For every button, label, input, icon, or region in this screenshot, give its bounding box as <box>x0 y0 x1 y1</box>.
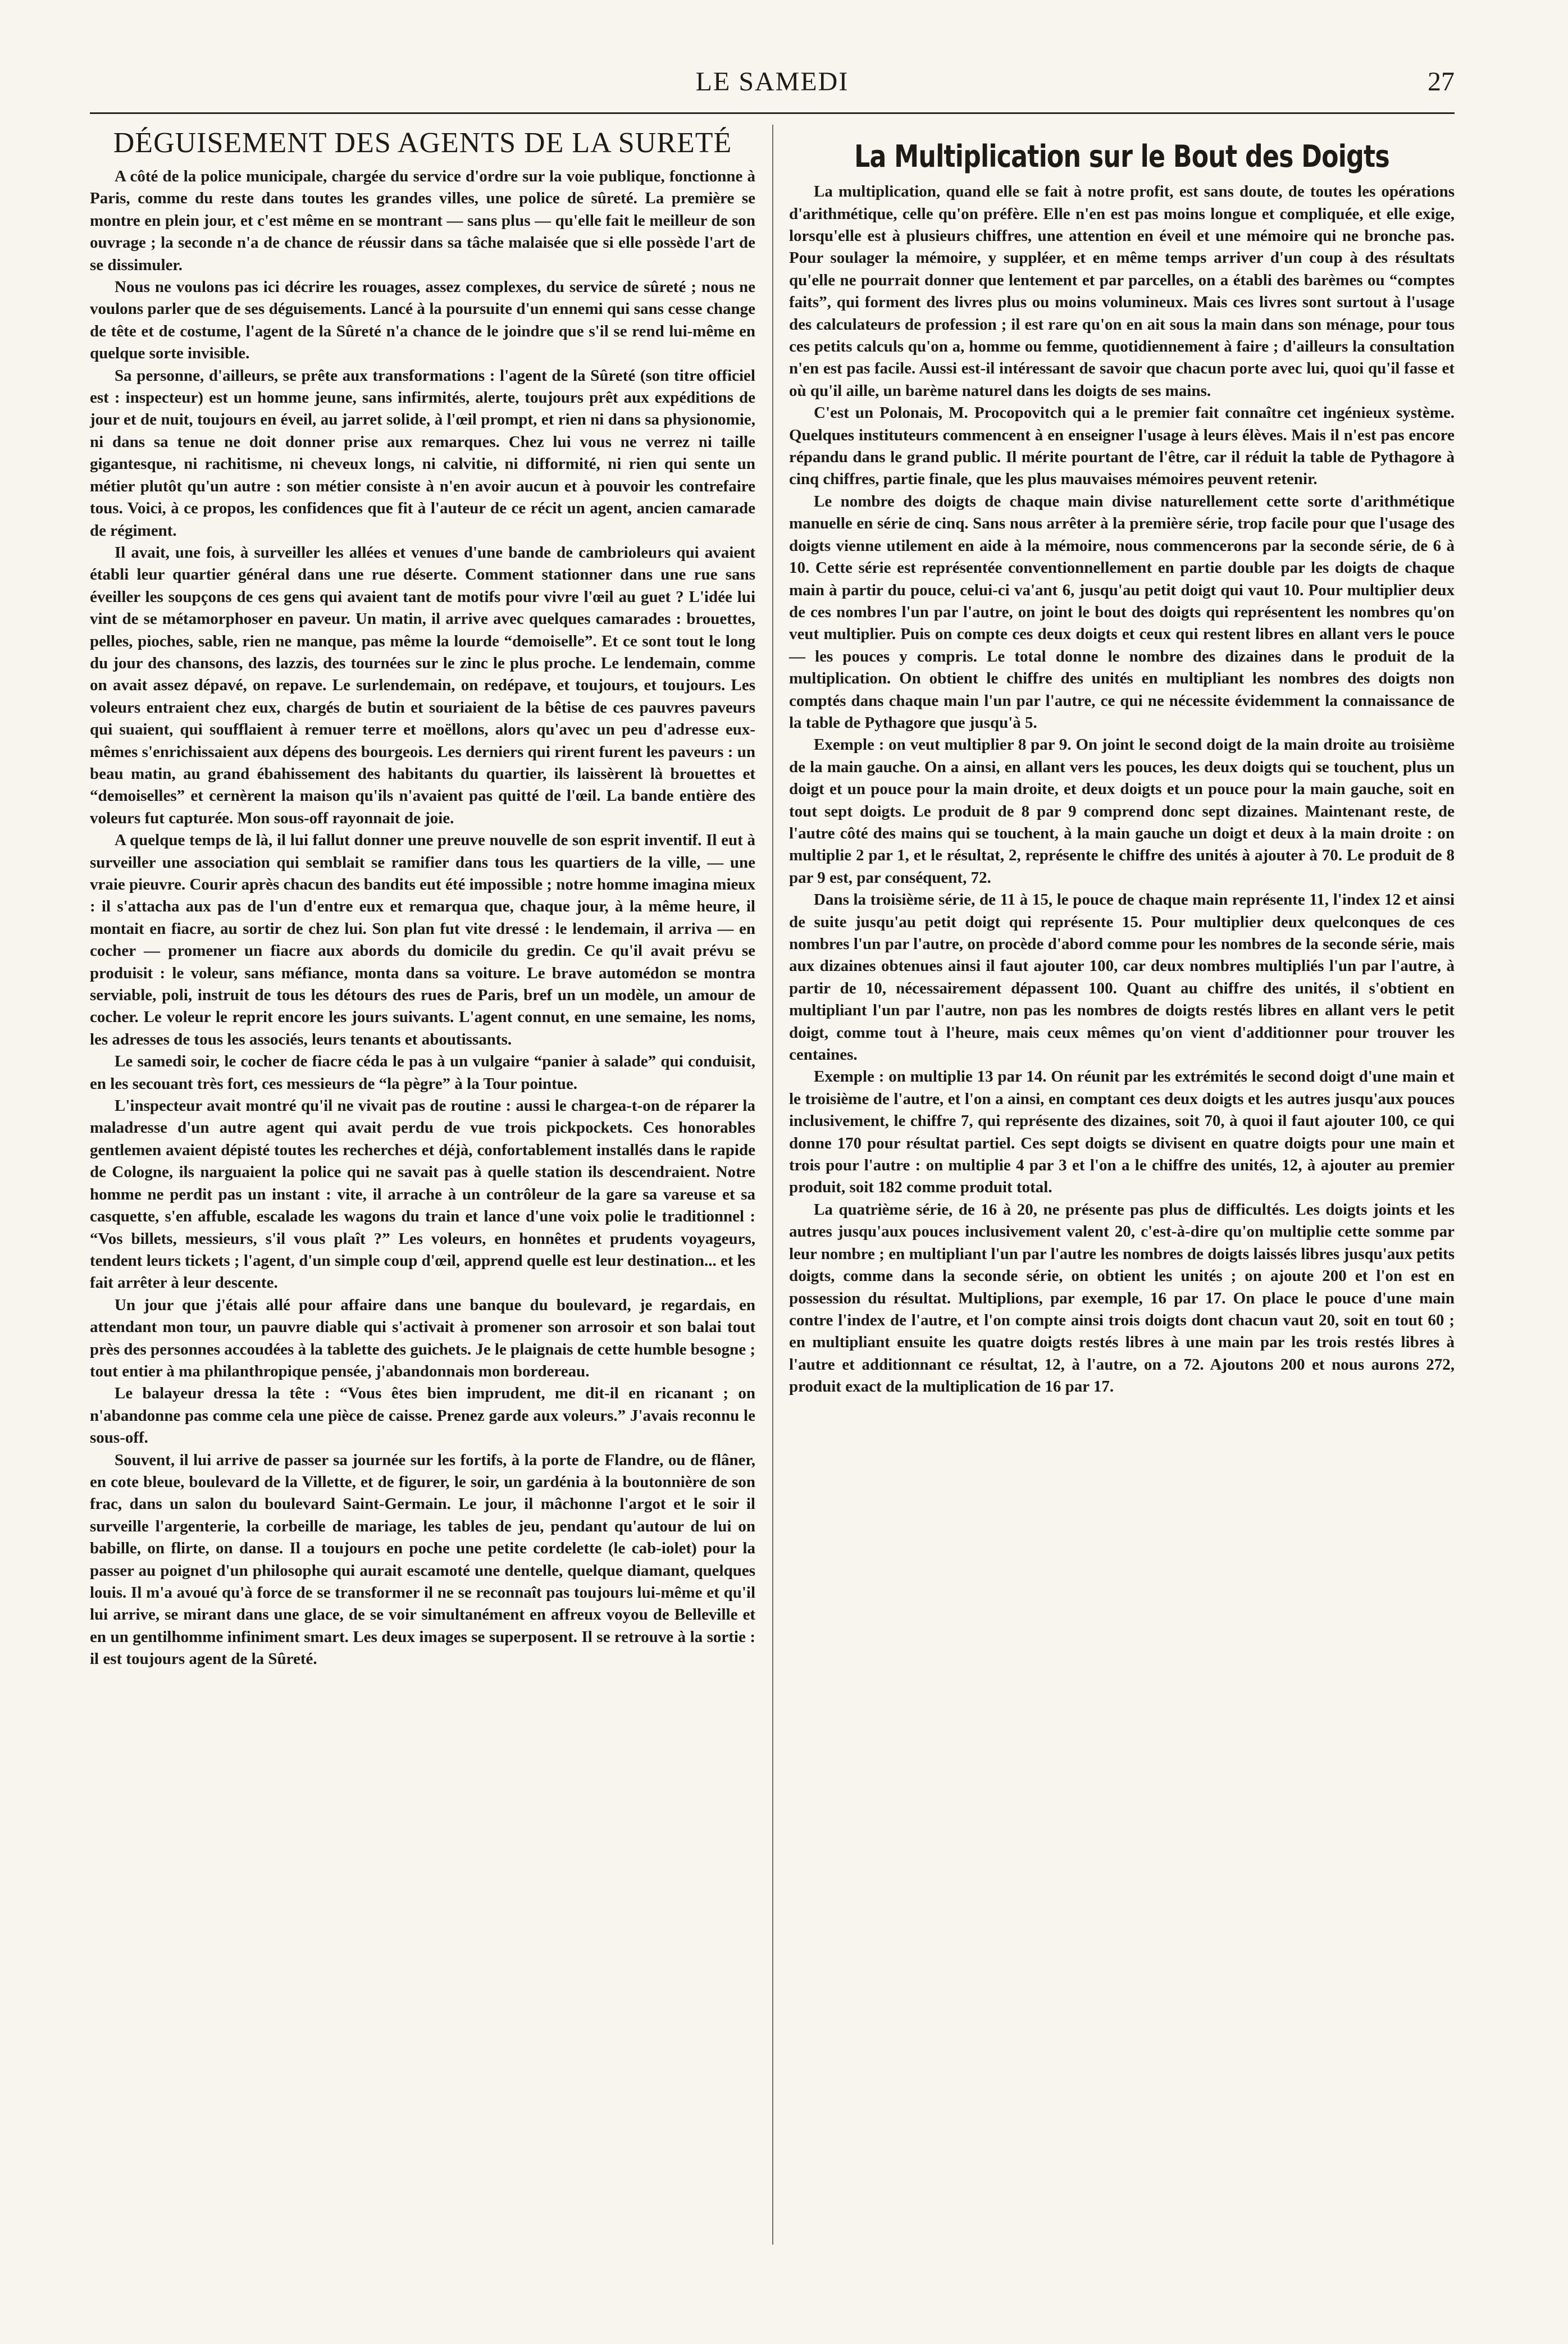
page-number: 27 <box>1428 67 1455 97</box>
article-title-deguisement: DÉGUISEMENT DES AGENTS DE LA SURETÉ <box>113 127 732 159</box>
article-paragraph: Le samedi soir, le cocher de fiacre céda le pas à un vulgaire “panier à salade” qui conduisit, en les secouant très fort, ces messieurs de “la pègre” à la Tour pointue. <box>90 1052 755 1093</box>
article-paragraph: La quatrième série, de 16 à 20, ne présente pas plus de difficultés. Les doigts joints et les autres jusqu'aux pouces inclusivement valent 20, c'est-à-dire qu'on multiplie cette somme par leur nombre ; en multipliant l'un par l'autre les nombres de doigts laissés libres jusqu'aux petits doigts, comme dans la seconde série, on obtient les unités ; on ajoute 200 et l'on est en possession du résultat. Multiplions, par exemple, 16 par 17. On place le pouce d'une main contre l'index de l'autre, et l'on compte ainsi trois doigts dont chacun vaut 20, soit en tout 60 ; en multipliant ensuite les quatre doigts restés libres à une main par les trois restés libres à l'autre et additionnant ce résultat, 12, à l'autre, on a 72. Ajoutons 200 et nous aurons 272, produit exact de la multiplication de 16 par 17. <box>789 1200 1455 1396</box>
article-paragraph: L'inspecteur avait montré qu'il ne vivait pas de routine : aussi le chargea-t-on de réparer la maladresse d'un autre agent qui avait perdu de vue trois pickpockets. Ces honorables gentlemen avaient dépisté toutes les recherches et déjà, confortablement installés dans le rapide de Cologne, ils narguaient la police qui ne savait pas à quelle station ils descendraient. Notre homme ne perdit pas un instant : vite, il arrache à un contrôleur de la gare sa vareuse et sa casquette, s'en affuble, escalade les wagons du train et lance d'une voix polie le traditionnel : “Vos billets, messieurs, s'il vous plaît ?” Les voleurs, en honnêtes et prudents voyageurs, tendent leurs tickets ; l'agent, d'un simple coup d'œil, apprend quelle est leur destination... et les fait arrêter à leur descente. <box>90 1097 755 1292</box>
page-header <box>90 62 1455 114</box>
article-paragraph: La multiplication, quand elle se fait à notre profit, est sans doute, de toutes les opérations d'arithmétique, celle qu'on préfère. Elle n'en est pas moins longue et compliquée, et elle exige, lorsqu'elle est à plusieurs chiffres, une attention en éveil et une mémoire qui ne bronche pas. Pour soulager la mémoire, y suppléer, et en même temps arriver d'un coup à des résultats qu'elle ne pourrait donner que lentement et par parcelles, on a établi des barèmes ou “comptes faits”, qui forment des livres plus ou moins volumineux. Mais ces livres sont surtout à l'usage des calculateurs de profession ; il est rare qu'on en ait sous la main dans son ménage, pour tous ces petits calculs qu'on a, homme ou femme, quotidiennement à faire ; d'ailleurs la consultation n'en est pas facile. Aussi est-il intéressant de savoir que chacun porte avec lui, quoi qu'il fasse et où qu'il aille, un barème naturel dans les doigts de ses mains. <box>789 183 1455 400</box>
article-paragraph-continued: Souvent, il lui arrive de passer sa journée sur les fortifs, à la porte de Flandre, ou de flâner, en cote bleue, boulevard de la Villette, et de figurer, le soir, un gardénia à la boutonnière de son frac, dans un salon du boulevard Saint-Germain. Le jour, il mâchonne l'argot et le soir il surveille l'argenterie, la corbeille de mariage, les tables de jeu, pendant qu'autour de lui on babille, on flirte, on danse. Il a toujours en poche une petite cordelette (le cab-iolet) pour la passer au poignet d'un philosophe qui aurait escamoté une dentelle, quelque diamant, quelques louis. Il m'a avoué qu'à force de se transformer il ne se reconnaît pas toujours lui-même et qu'il lui arrive, se mirant dans une glace, de se voir simultanément en affreux voyou de Belleville et en un gentilhomme infiniment smart. Les deux images se superposent. Il se retrouve à la sortie : il est toujours agent de la Sûreté. <box>90 1451 755 1668</box>
article-paragraph: A côté de la police municipale, chargée du service d'ordre sur la voie publique, fonctionne à Paris, comme du reste dans toutes les grandes villes, une police de sûreté. La première se montre en plein jour, et c'est même en se montrant — sans plus — qu'elle fait le meilleur de son ouvrage ; la seconde n'a de chance de réussir dans sa tâche malaisée que si elle possède l'art de se dissimuler. <box>90 167 755 274</box>
article-paragraph: Dans la troisième série, de 11 à 15, le pouce de chaque main représente 11, l'index 12 et ainsi de suite jusqu'au petit doigt qui représente 15. Pour multiplier deux quelconques de ces nombres l'un par l'autre, on procède d'abord comme pour les nombres de la seconde série, mais aux dizaines obtenues ainsi il faut ajouter 100, car deux nombres multipliés l'un par l'autre, à partir de 10, nécessairement dépassent 100. Quant au chiffre des unités, il s'obtient en multipliant l'un par l'autre, non pas les nombres de doigts restés libres en allant vers le petit doigt, comme tout à l'heure, mais ceux mêmes qu'on vient d'additionner pour trouver les centaines. <box>789 891 1455 1064</box>
article-paragraph: Exemple : on veut multiplier 8 par 9. On joint le second doigt de la main droite au troisième de la main gauche. On a ainsi, en allant vers les pouces, les deux doigts qui se touchent, plus un doigt et un pouce pour la main droite, et deux doigts et un pouce pour la main gauche, soit en tout sept doigts. Le produit de 8 par 9 comprend donc sept dizaines. Maintenant reste, de l'autre côté des mains qui se touchent, à la main gauche un doigt et deux à la main droite : on multiplie 2 par 1, et le résultat, 2, représente le chiffre des unités à ajouter à 70. Le produit de 8 par 9 est, par conséquent, 72. <box>789 736 1455 887</box>
article-paragraph: Il avait, une fois, à surveiller les allées et venues d'une bande de cambrioleurs qui avaient établi leur quartier général dans une rue déserte. Comment stationner dans une rue sans éveiller les soupçons de ces gens qui avaient tant de motifs pour vivre l'œil au guet ? L'idée lui vint de se métamorphoser en paveur. Un matin, il arrive avec quelques camarades : brouettes, pelles, pioches, sable, rien ne manque, pas même la lourde “demoiselle”. Et ce sont tout le long du jour des chansons, des lazzis, des tournées sur le zinc le plus proche. Le lendemain, comme on avait assez dépavé, on repave. Le surlendemain, on redépave, et toujours, et toujours. Les voleurs entraient chez eux, chargés de butin et souriaient de la bêtise de ces pauvres paveurs qui suaient, qui soufflaient à remuer terre et moëllons, alors qu'avec un peu d'adresse eux-mêmes s'enrichissaient aux dépens des bourgeois. Les derniers qui rirent furent les paveurs : un beau matin, au grand ébahissement des habitants du quartier, ils laissèrent là brouettes et “demoiselles” et cernèrent la maison qu'ils n'avaient pas quitté de l'œil. La bande entière des voleurs fut capturée. Mon sous-off rayonnait de joie. <box>90 543 755 827</box>
article-paragraph: A quelque temps de là, il lui fallut donner une preuve nouvelle de son esprit inventif. Il eut à surveiller une association qui semblait se ramifier dans tous les quartiers de la ville, — une vraie pieuvre. Courir après chacun des bandits eut été impossible ; notre homme imagina mieux : il s'attacha aux pas de l'un d'entre eux et remarqua que, chaque jour, à la même heure, il montait en fiacre, au sortir de chez lui. Son plan fut vite dressé : le lendemain, il arriva — en cocher — promener un fiacre aux abords du domicile du gredin. Ce qu'il avait prévu se produisit : le voleur, sans méfiance, monta dans sa voiture. Le brave automédon se montra serviable, poli, instruit de tous les détours des rues de Paris, bref un un modèle, un amour de cocher. Le voleur le reprit encore les jours suivants. L'agent connut, en une semaine, les noms, les adresses de tous les associés, leurs tenants et aboutissants. <box>90 831 755 1048</box>
column-right <box>789 125 1455 1398</box>
article-paragraph: Sa personne, d'ailleurs, se prête aux transformations : l'agent de la Sûreté (son titre officiel est : inspecteur) est un homme jeune, sans infirmités, alerte, toujours prêt aux expéditions de jour et de nuit, toujours en éveil, au jarret solide, à l'œil prompt, et rien ni dans sa physionomie, ni dans sa tenue ne doit donner prise aux remarques. Chez lui vous ne verrez ni taille gigantesque, ni rachitisme, ni cheveux longs, ni calvitie, ni difformité, ni rien qui sente un métier plutôt qu'un autre : son métier consiste à n'en avoir aucun et à pouvoir les contrefaire tous. Voici, à ce propos, les confidences que fit à l'auteur de ce récit un agent, ancien camarade de régiment. <box>90 366 755 540</box>
running-head: LE SAMEDI <box>695 67 849 97</box>
article-paragraph: C'est un Polonais, M. Procopovitch qui a le premier fait connaître cet ingénieux système. Quelques instituteurs commencent à en enseigner l'usage à leurs élèves. Mais il n'est pas encore répandu dans le grand public. Il mérite pourtant de l'être, car il réduit la table de Pythagore à cinq chiffres, partie finale, que les plus mauvaises mémoires peuvent retenir. <box>789 404 1455 489</box>
article-paragraph: Un jour que j'étais allé pour affaire dans une banque du boulevard, je regardais, en attendant mon tour, un pauvre diable qui s'activait à promener son arrosoir et son balai tout près des personnes accoudées à la tablette des guichets. Je le plaignais de cette humble besogne ; tout entier à ma philanthropique pensée, j'abandonnais mon bordereau. <box>90 1296 755 1380</box>
article-paragraph: Le balayeur dressa la tête : “Vous êtes bien imprudent, me dit-il en ricanant ; on n'abandonne pas comme cela une pièce de caisse. Prenez garde aux voleurs.” J'avais reconnu le sous-off. <box>90 1384 755 1447</box>
article-paragraph: Nous ne voulons pas ici décrire les rouages, assez complexes, du service de sûreté ; nous ne voulons parler que de ses déguisements. Lancé à la poursuite d'un ennemi qui sans cesse change de tête et de costume, l'agent de la Sûreté n'a chance de le joindre que s'il se rend lui-même en quelque sorte invisible. <box>90 278 755 363</box>
article-paragraph: Le nombre des doigts de chaque main divise naturellement cette sorte d'arithmétique manuelle en série de cinq. Sans nous arrêter à la première série, trop facile pour que l'usage des doigts vienne utilement en aide à la mémoire, nous commencerons par la seconde série, de 6 à 10. Cette série est représentée conventionnellement en partie double par les doigts de chaque main à partir du pouce, celui-ci va'ant 6, jusqu'au petit doigt qui vaut 10. Pour multiplier deux de ces nombres l'un par l'autre, on joint le bout des doigts qui représentent les nombres qu'on veut multiplier. Puis on compte ces deux doigts et ceux qui restent libres en allant vers le pouce — les pouces y compris. Le total donne le nombre des dizaines dans le produit de la multiplication. On obtient le chiffre des unités en multipliant les nombres des doigts non comptés dans chaque main l'un par l'autre, ce qui ne nécessite évidemment la connaissance de la table de Pythagore que jusqu'à 5. <box>789 492 1455 732</box>
article-title-multiplication: La Multiplication sur le Bout des Doigts <box>854 139 1389 174</box>
article-paragraph: Exemple : on multiplie 13 par 14. On réunit par les extrémités le second doigt d'une main et le troisième de l'autre, et l'on a ainsi, en comptant ces deux doigts et les autres jusqu'aux pouces inclusivement, le chiffre 7, qui représente des dizaines, soit 70, à quoi il faut ajouter 100, ce qui donne 170 pour résultat partiel. Ces sept doigts se divisent en quatre doigts pour une main et trois pour l'autre : on multiplie 4 par 3 et l'on a le chiffre des unités, 12, à ajouter au premier produit, soit 182 comme produit total. <box>789 1068 1455 1197</box>
column-left <box>90 125 755 1671</box>
